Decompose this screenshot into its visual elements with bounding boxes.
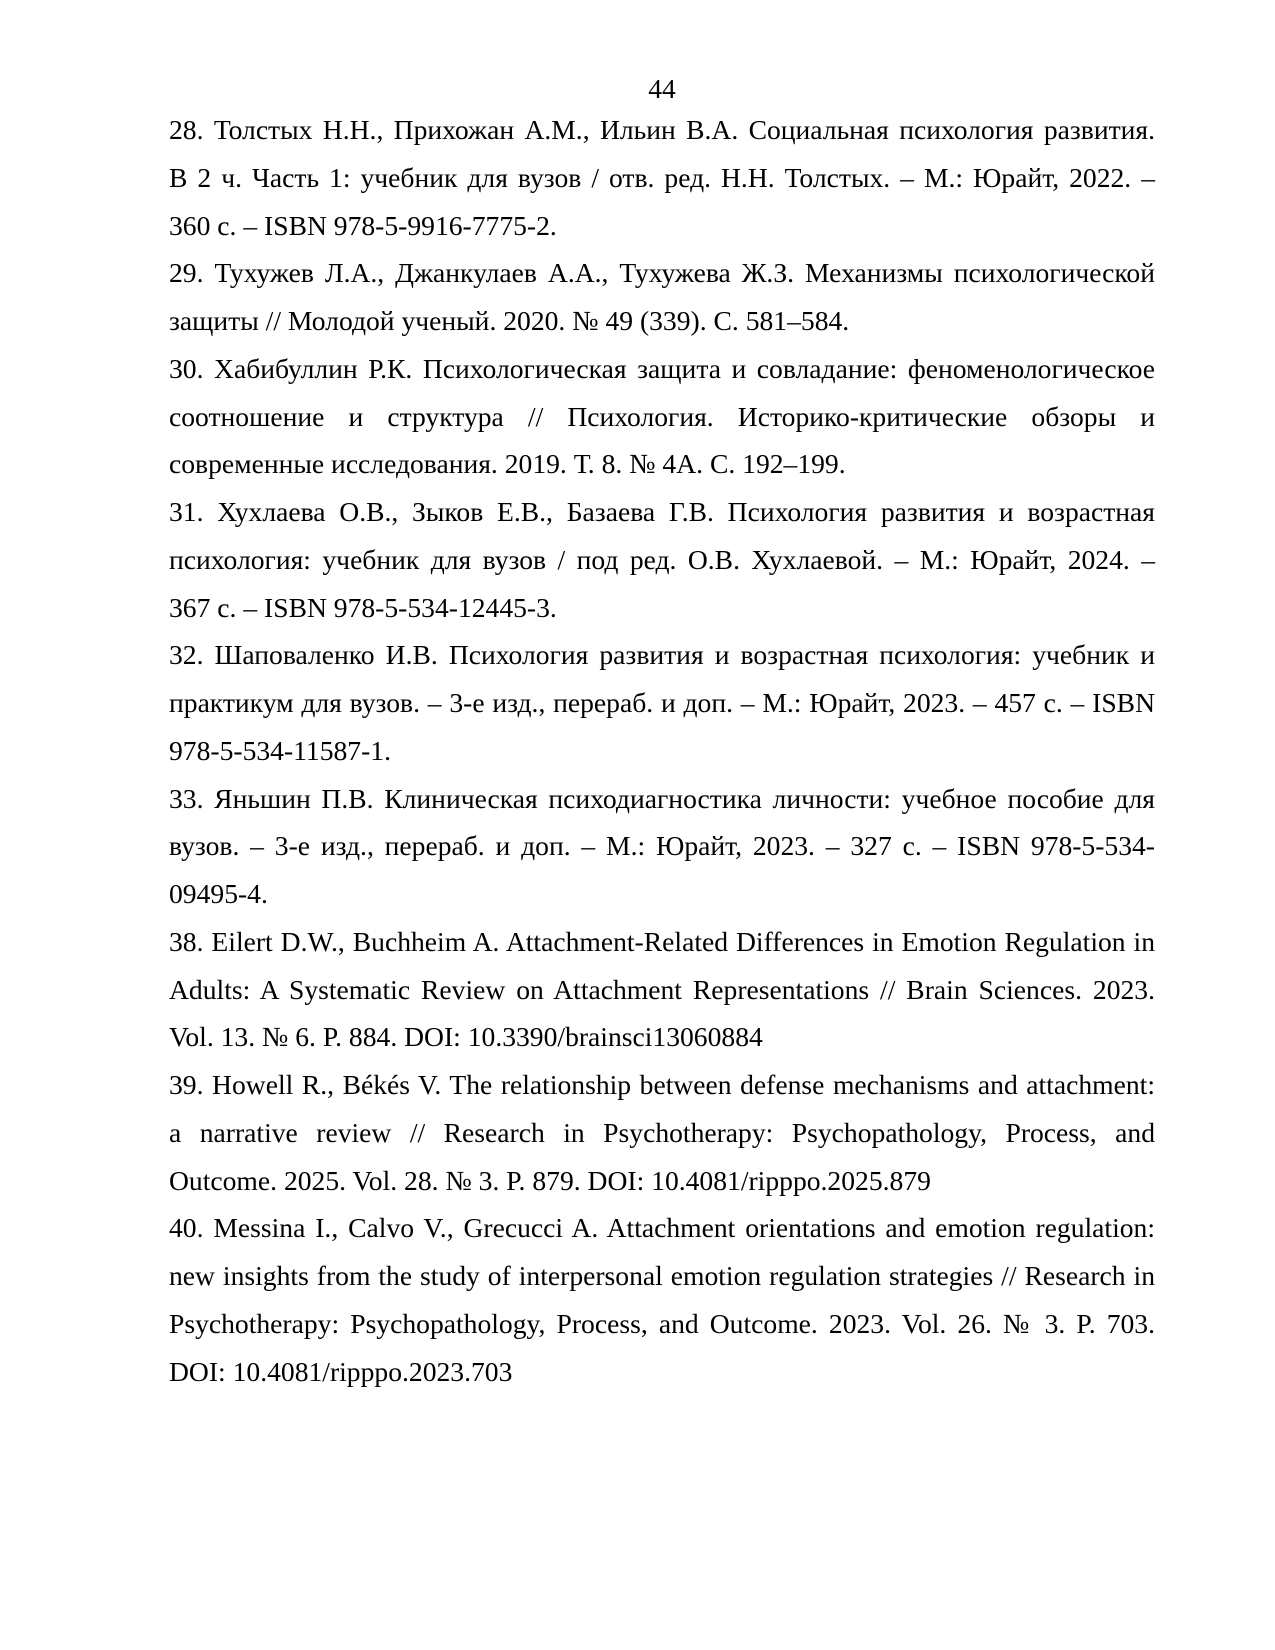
reference-28 xyxy=(169,106,1155,249)
reference-line: Vol. 13. № 6. P. 884. DOI: 10.3390/brainsci13060884 xyxy=(169,1021,763,1053)
reference-list xyxy=(169,106,1155,1395)
reference-line: Outcome. 2025. Vol. 28. № 3. P. 879. DOI: 10.4081/ripppo.2025.879 xyxy=(169,1164,931,1196)
reference-line: Adults: A Systematic Review on Attachment Representations // Brain Sciences. 2023. xyxy=(169,973,1155,1005)
reference-line: 367 с. – ISBN 978-5-534-12445-3. xyxy=(169,591,557,623)
reference-line: 38. Eilert D.W., Buchheim A. Attachment-Related Differences in Emotion Regulation in xyxy=(169,925,1155,957)
reference-line: Psychotherapy: Psychopathology, Process, and Outcome. 2023. Vol. 26. № 3. P. 703. xyxy=(169,1307,1155,1339)
reference-line: психология: учебник для вузов / под ред. О.В. Хухлаевой. – М.: Юрайт, 2024. – xyxy=(169,543,1155,575)
reference-line: 978-5-534-11587-1. xyxy=(169,734,391,766)
reference-line: 31. Хухлаева О.В., Зыков Е.В., Базаева Г.В. Психология развития и возрастная xyxy=(169,496,1155,527)
reference-line: 40. Messina I., Calvo V., Grecucci A. Attachment orientations and emotion regulation: xyxy=(169,1212,1155,1244)
reference-line: 29. Тухужев Л.А., Джанкулаев А.А., Тухужева Ж.З. Механизмы психологической xyxy=(169,257,1155,289)
reference-line: a narrative review // Research in Psychotherapy: Psychopathology, Process, and xyxy=(169,1116,1155,1148)
page-number: 44 xyxy=(648,73,676,104)
reference-line: 28. Толстых Н.Н., Прихожан А.М., Ильин В.А. Социальная психология развития. xyxy=(169,114,1155,145)
reference-line: 33. Яньшин П.В. Клиническая психодиагностика личности: учебное пособие для xyxy=(169,782,1155,814)
reference-31 xyxy=(169,488,1155,631)
reference-38 xyxy=(169,918,1155,1061)
reference-30 xyxy=(169,345,1155,488)
reference-line: DOI: 10.4081/ripppo.2023.703 xyxy=(169,1355,513,1387)
reference-line: современные исследования. 2019. Т. 8. № 4А. С. 192–199. xyxy=(169,448,846,480)
reference-29 xyxy=(169,249,1155,345)
reference-line: 09495-4. xyxy=(169,878,268,909)
reference-line: 39. Howell R., Békés V. The relationship between defense mechanisms and attachment: xyxy=(169,1069,1155,1100)
reference-line: В 2 ч. Часть 1: учебник для вузов / отв. ред. Н.Н. Толстых. – М.: Юрайт, 2022. – xyxy=(169,161,1155,193)
reference-line: 360 с. – ISBN 978-5-9916-7775-2. xyxy=(169,209,557,241)
reference-39 xyxy=(169,1061,1155,1204)
reference-line: 32. Шаповаленко И.В. Психология развития и возрастная психология: учебник и xyxy=(169,639,1155,671)
reference-line: 30. Хабибуллин Р.К. Психологическая защита и совладание: феноменологическое xyxy=(169,352,1155,384)
reference-40 xyxy=(169,1204,1155,1395)
reference-line: практикум для вузов. – 3-е изд., перераб. и доп. – М.: Юрайт, 2023. – 457 с. – ISBN xyxy=(169,687,1155,718)
reference-line: new insights from the study of interpersonal emotion regulation strategies // Research in xyxy=(169,1260,1155,1291)
reference-line: соотношение и структура // Психология. Историко-критические обзоры и xyxy=(169,400,1155,432)
reference-line: защиты // Молодой ученый. 2020. № 49 (339). С. 581–584. xyxy=(169,305,850,336)
reference-33 xyxy=(169,775,1155,918)
reference-32 xyxy=(169,631,1155,774)
reference-line: вузов. – 3-е изд., перераб. и доп. – М.: Юрайт, 2023. – 327 с. – ISBN 978-5-534- xyxy=(169,830,1155,862)
